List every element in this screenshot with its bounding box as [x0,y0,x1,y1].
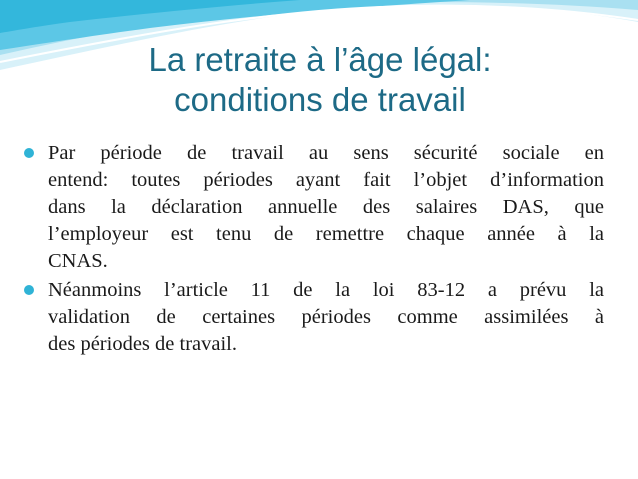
title-line-2: conditions de travail [174,81,466,118]
bullet-item-1 [20,140,604,275]
bullet-2-line-3: des périodes de travail. [48,333,237,355]
bullet-list [20,140,604,360]
bullet-1-line-2: entend: toutes périodes ayant fait l’objet d’information [48,169,604,191]
bullet-1-line-5: CNAS. [48,250,108,272]
bullet-dot-icon [24,148,34,158]
slide-title [60,40,580,120]
bullet-dot-icon [24,285,34,295]
bullet-2-line-1: Néanmoins l’article 11 de la loi 83-12 a prévu la [48,279,604,301]
bullet-1-line-3: dans la déclaration annuelle des salaires DAS, que [48,196,604,218]
bullet-1-line-4: l’employeur est tenu de remettre chaque année à la [48,223,604,245]
bullet-2-line-2: validation de certaines périodes comme assimilées à [48,306,604,328]
bullet-item-2 [20,277,604,358]
bullet-1-line-1: Par période de travail au sens sécurité sociale en [48,142,604,164]
title-line-1: La retraite à l’âge légal: [148,41,492,78]
